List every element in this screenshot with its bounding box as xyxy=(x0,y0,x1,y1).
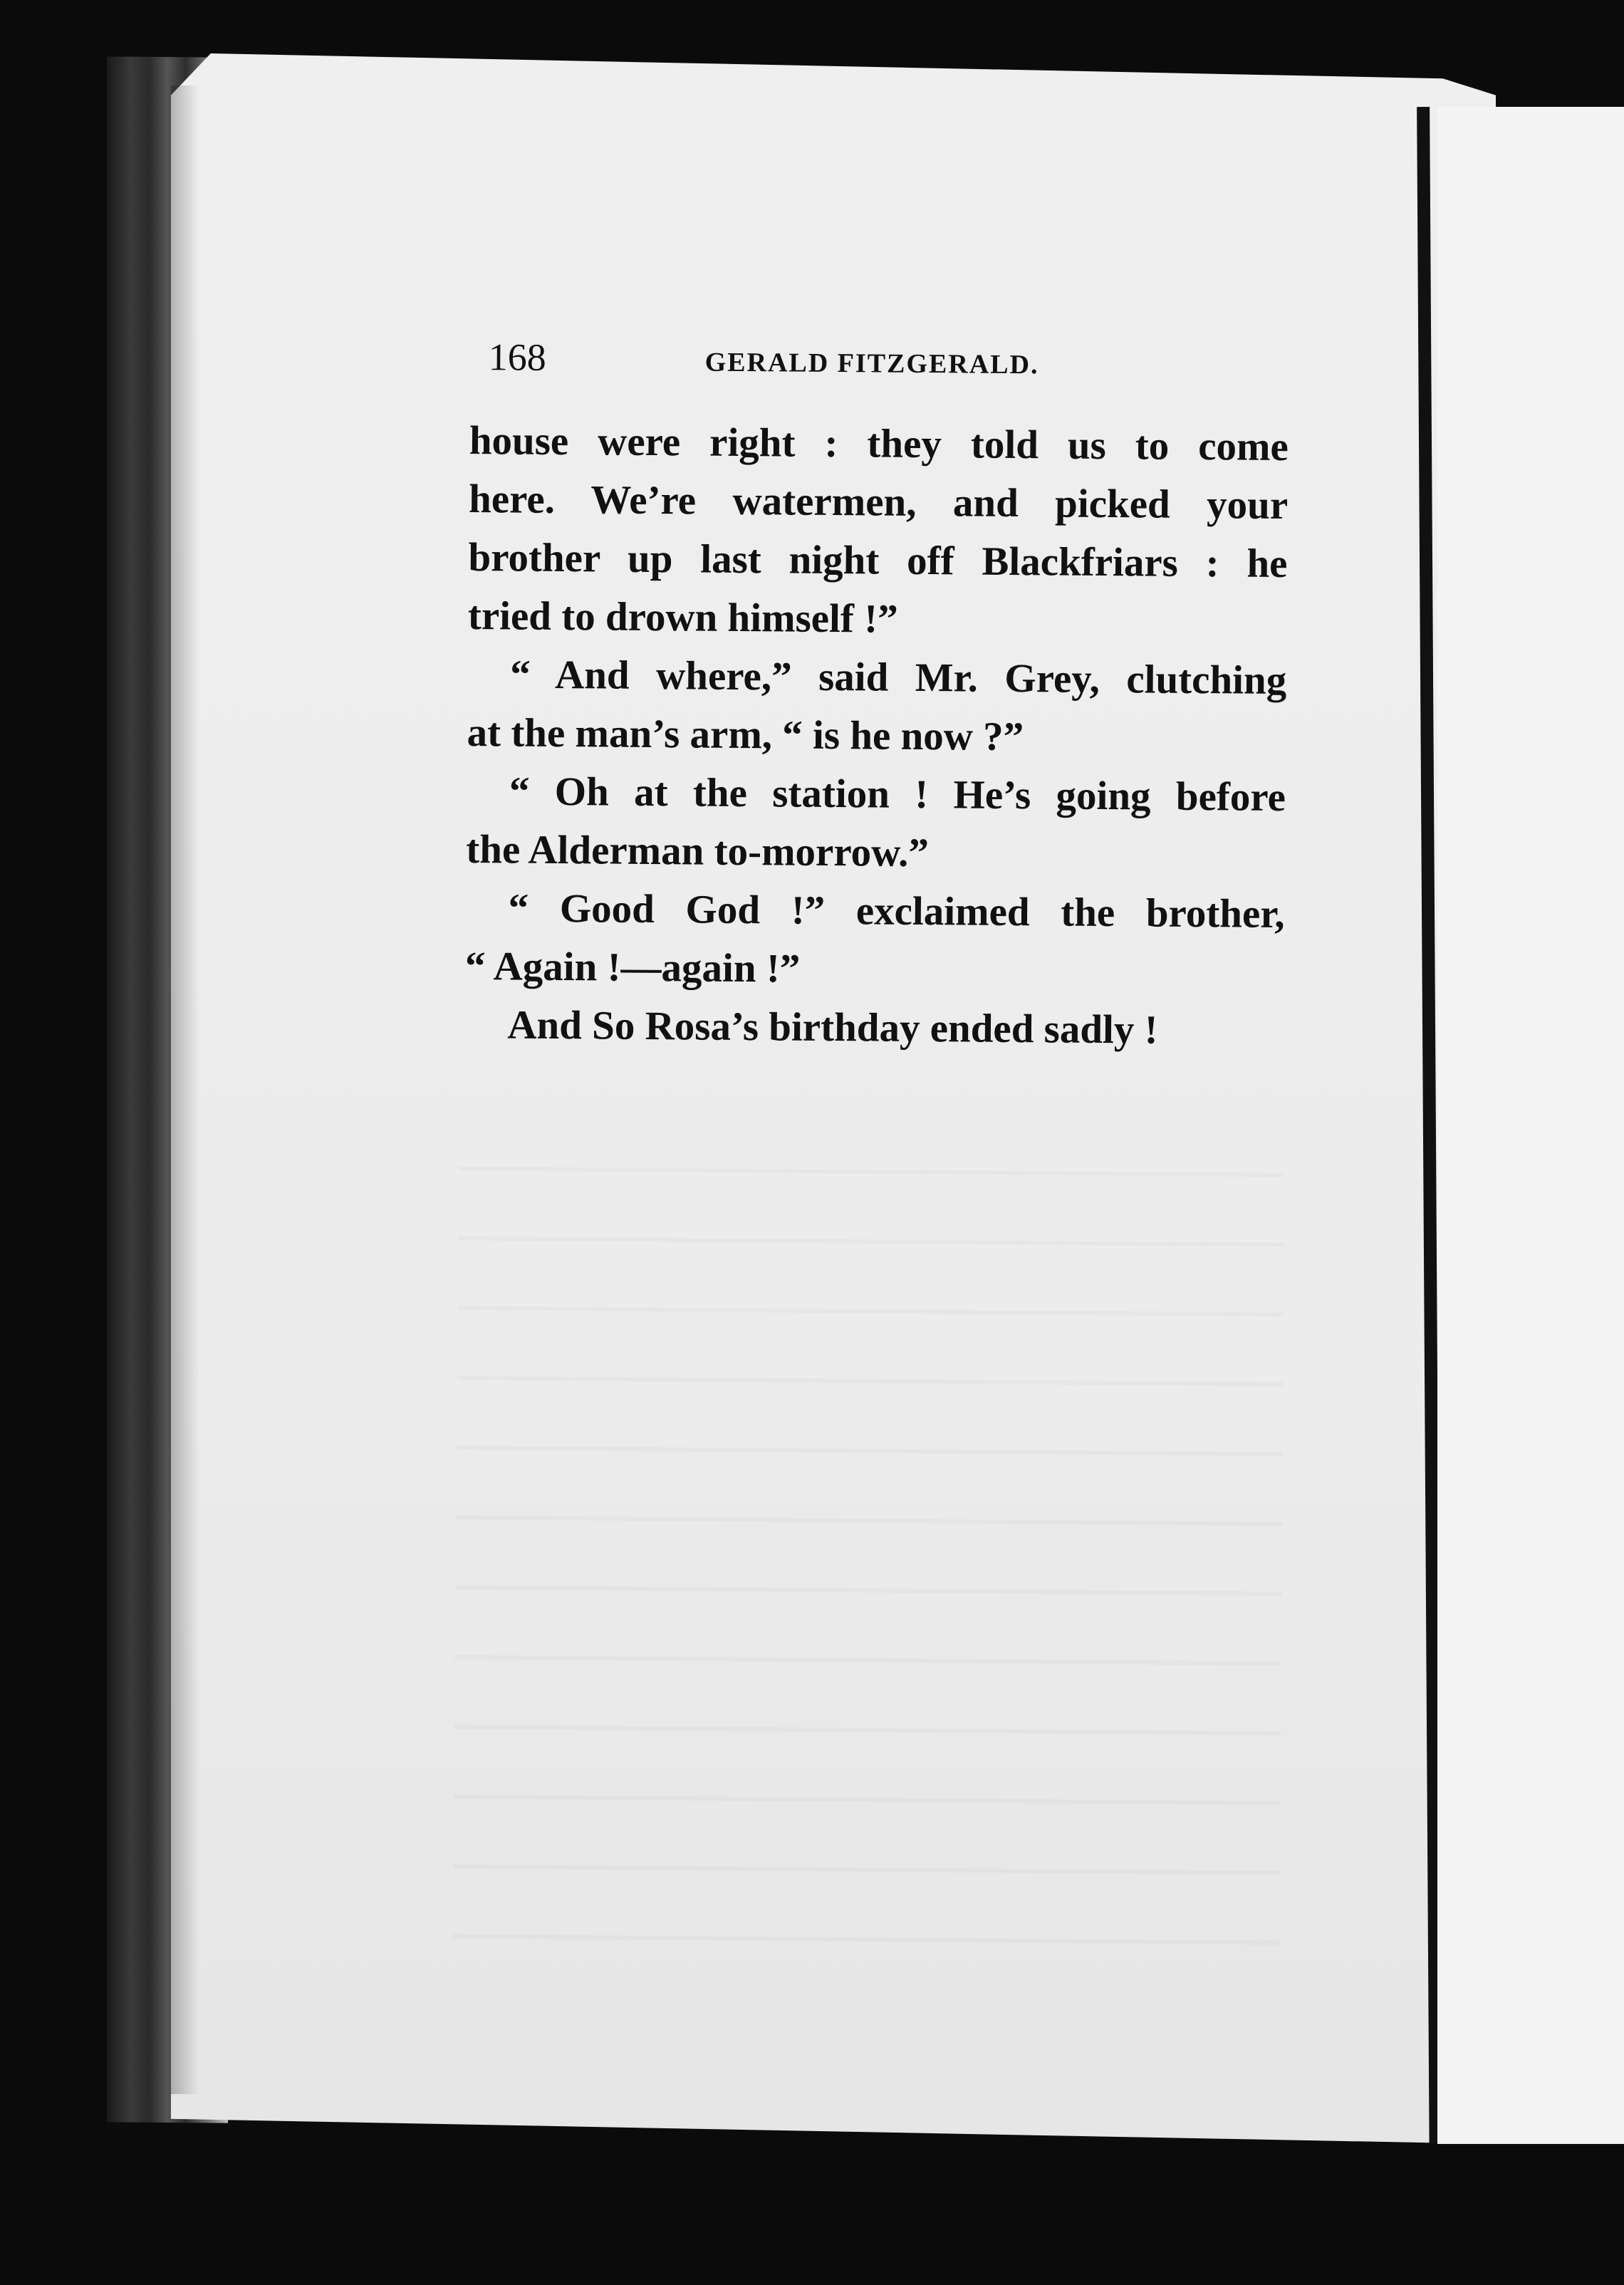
text-line: the Alderman to-morrow.” xyxy=(466,826,930,876)
running-head xyxy=(469,335,1289,398)
text-line: brother up last night off Blackfriars : he xyxy=(468,534,1288,587)
text-line: at the man’s arm, “ is he now ?” xyxy=(467,709,1024,760)
body-text xyxy=(464,412,1289,1061)
facing-page xyxy=(1437,107,1624,2172)
page-text-block xyxy=(464,335,1289,1061)
text-line: “ Again !—again !” xyxy=(464,943,801,991)
text-line: And So Rosa’s birthday ended sadly ! xyxy=(507,1002,1158,1053)
text-line: “ Oh at the station ! He’s going before xyxy=(509,769,1286,821)
text-line: house were right : they told us to come xyxy=(469,417,1289,470)
gutter-shadow xyxy=(171,85,199,2094)
page-number: 168 xyxy=(488,335,546,379)
scan-background xyxy=(0,2144,1624,2285)
text-line: here. We’re watermen, and picked your xyxy=(468,476,1289,529)
text-line: “ Good God !” exclaimed the brother, xyxy=(508,885,1285,937)
text-line: tried to drown himself !” xyxy=(467,593,898,642)
bleed-through-text xyxy=(452,1108,1285,1952)
running-title: GERALD FITZGERALD. xyxy=(704,347,1039,380)
text-line: “ And where,” said Mr. Grey, clutching xyxy=(510,652,1287,704)
